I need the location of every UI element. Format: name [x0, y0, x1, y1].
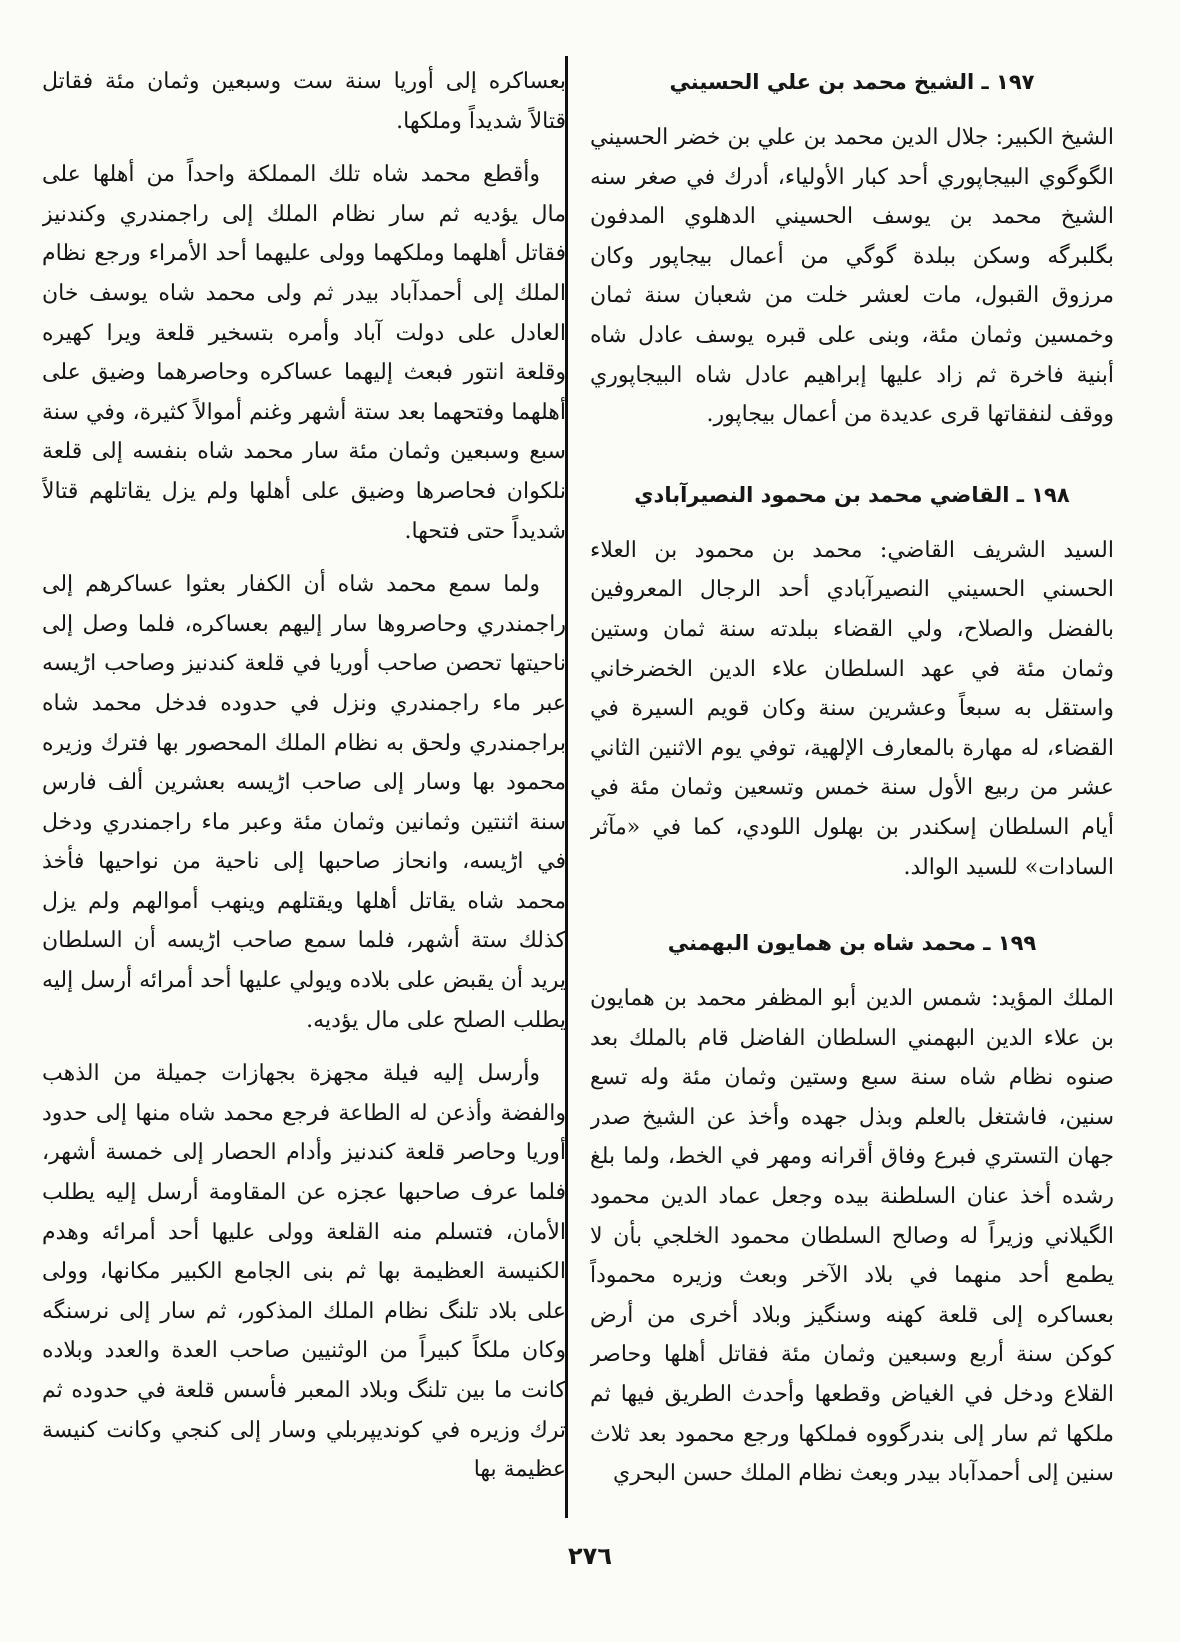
- page-number: ٢٧٦: [568, 1542, 612, 1570]
- left-column: [42, 62, 566, 1536]
- entry-197-title: ١٩٧ ـ الشيخ محمد بن علي الحسيني: [669, 70, 1035, 94]
- left-paragraph-4: وأرسل إليه فيلة مجهزة بجهازات جميلة من الذهب والفضة وأذعن له الطاعة فرجع محمد شاه منها إلى حدود أوريا وحاصر قلعة كندنيز وأدام الحصار إلى خمسة أشهر، فلما عرف صاحبها عجزه عن المقاومة أرسل إليه يطلب الأمان، فتسلم منه القلعة وولى عليها أحد أمرائه وهدم الكنيسة العظيمة بها ثم بنى الجامع الكبير مكانها، وولى على بلاد تلنگ نظام الملك المذكور، ثم سار إلى نرسنگه وكان ملكاً كبيراً من الوثنيين صاحب العدة والعدد وبلاده كانت ما بين تلنگ وبلاد المعبر فأسس قلعة في حدوده ثم ترك وزيره في كونديپربلي وسار إلى كنجي وكانت كنيسة عظيمة بها: [42, 1061, 566, 1483]
- entry-198-title: ١٩٨ ـ القاضي محمد بن محمود النصيرآبادي: [634, 482, 1070, 507]
- left-paragraph-2: وأقطع محمد شاه تلك المملكة واحداً من أهلها على مال يؤديه ثم سار نظام الملك إلى راجمندري وكندنيز فقاتل أهلهما وملكهما وولى عليهما أحد الأمراء ورجع نظام الملك إلى أحمدآباد بيدر ثم ولى محمد شاه يوسف خان العادل على دولت آباد وأمره بتسخير قلعة ويرا كهيره وقلعة انتور فبعث إليهما عساكره وحاصرهما وضيق على أهلهما وفتحهما بعد ستة أشهر وغنم أموالاً كثيرة، وفي سنة سبع وسبعين وثمان مئة سار محمد شاه بنفسه إلى قلعة نلكوان فحاصرها وضيق على أهلها ولم يزل يقاتلهم قتالاً شديداً حتى فتحها.: [42, 162, 566, 544]
- entry-197-body: الشيخ الكبير: جلال الدين محمد بن علي بن خضر الحسيني الگوگوي البيجاپوري أحد كبار الأولياء، أدرك في صغر سنه الشيخ محمد بن يوسف الحسيني الدهلوي المدفون بگلبرگه وسكن ببلدة گوگي من أعمال بيجاپور وكان مرزوق القبول، مات لعشر خلت من شعبان سنة ثمان وخمسين وثمان مئة، وبنى على قبره يوسف عادل شاه أبنية فاخرة ثم زاد عليها إبراهيم عادل شاه البيجاپوري ووقف لنفقاتها قرى عديدة من أعمال بيجاپور.: [590, 125, 1114, 428]
- right-column: [590, 62, 1114, 1536]
- left-paragraph-1: بعساكره إلى أوريا سنة ست وسبعين وثمان مئة فقاتل قتالاً شديداً وملكها.: [42, 69, 566, 134]
- left-paragraph-3: ولما سمع محمد شاه أن الكفار بعثوا عساكرهم إلى راجمندري وحاصروها سار إليهم بعساكره، فلما وصل إلى ناحيتها تحصن صاحب أوريا في قلعة كندنيز وصاحب اڑيسه عبر ماء راجمندري ونزل في حدوده فدخل محمد شاه براجمندري ولحق به نظام الملك المحصور بها فترك وزيره محمود بها وسار إلى صاحب اڑيسه بعشرين ألف فارس سنة اثنتين وثمانين وثمان مئة وعبر ماء راجمندري ودخل في اڑيسه، وانحاز صاحبها إلى ناحية من نواحيها فأخذ محمد شاه يقاتل أهلها ويقتلهم وينهب أموالهم ولم يزل كذلك ستة أشهر، فلما سمع صاحب اڑيسه أن السلطان يريد أن يقبض على بلاده ويولي عليها أحد أمرائه أرسل إليه يطلب الصلح على مال يؤديه.: [42, 572, 566, 1033]
- entry-198-body: السيد الشريف القاضي: محمد بن محمود بن العلاء الحسني الحسيني النصيرآبادي أحد الرجال المعروفين بالفضل والصلاح، ولي القضاء ببلدته سنة ثمان وستين وثمان مئة في عهد السلطان علاء الدين الخضرخاني واستقل به سبعاً وعشرين سنة وكان قويم السيرة في القضاء، له مهارة بالمعارف الإلهية، توفي يوم الاثنين الثاني عشر من ربيع الأول سنة خمس وتسعين وثمان مئة في أيام السلطان إسكندر بن بهلول اللودي، كما في «مآثر السادات» للسيد الوالد.: [590, 537, 1114, 880]
- entry-199-title: ١٩٩ ـ محمد شاه بن همايون البهمني: [667, 931, 1037, 956]
- entry-199-body: الملك المؤيد: شمس الدين أبو المظفر محمد بن همايون بن علاء الدين البهمني السلطان الفاضل قام بالملك بعد صنوه نظام شاه سنة سبع وستين وثمان مئة وله تسع سنين، فاشتغل بالعلم وبذل جهده وأخذ عن الشيخ صدر جهان التستري فبرع وفاق أقرانه ومهر في الخط، ولما بلغ رشده أخذ عنان السلطنة بيده وجعل عماد الدين محمود الگيلاني وزيراً له وصالح السلطان محمود الخلجي بأن لا يطمع أحد منهما في بلاد الآخر وبعث وزيره محموداً بعساكره إلى قلعة كهنه وسنگيز وبلاد أخرى من أرض كوكن سنة أربع وسبعين وثمان مئة فقاتل أهلها وحاصر القلاع ودخل في الغياض وقطعها وأحدث الطريق فيها ثم ملكها ثم سار إلى بندرگووه فملكها ورجع محمود بعد ثلاث سنين إلى أحمدآباد بيدر وبعث نظام الملك حسن البحري: [590, 986, 1114, 1487]
